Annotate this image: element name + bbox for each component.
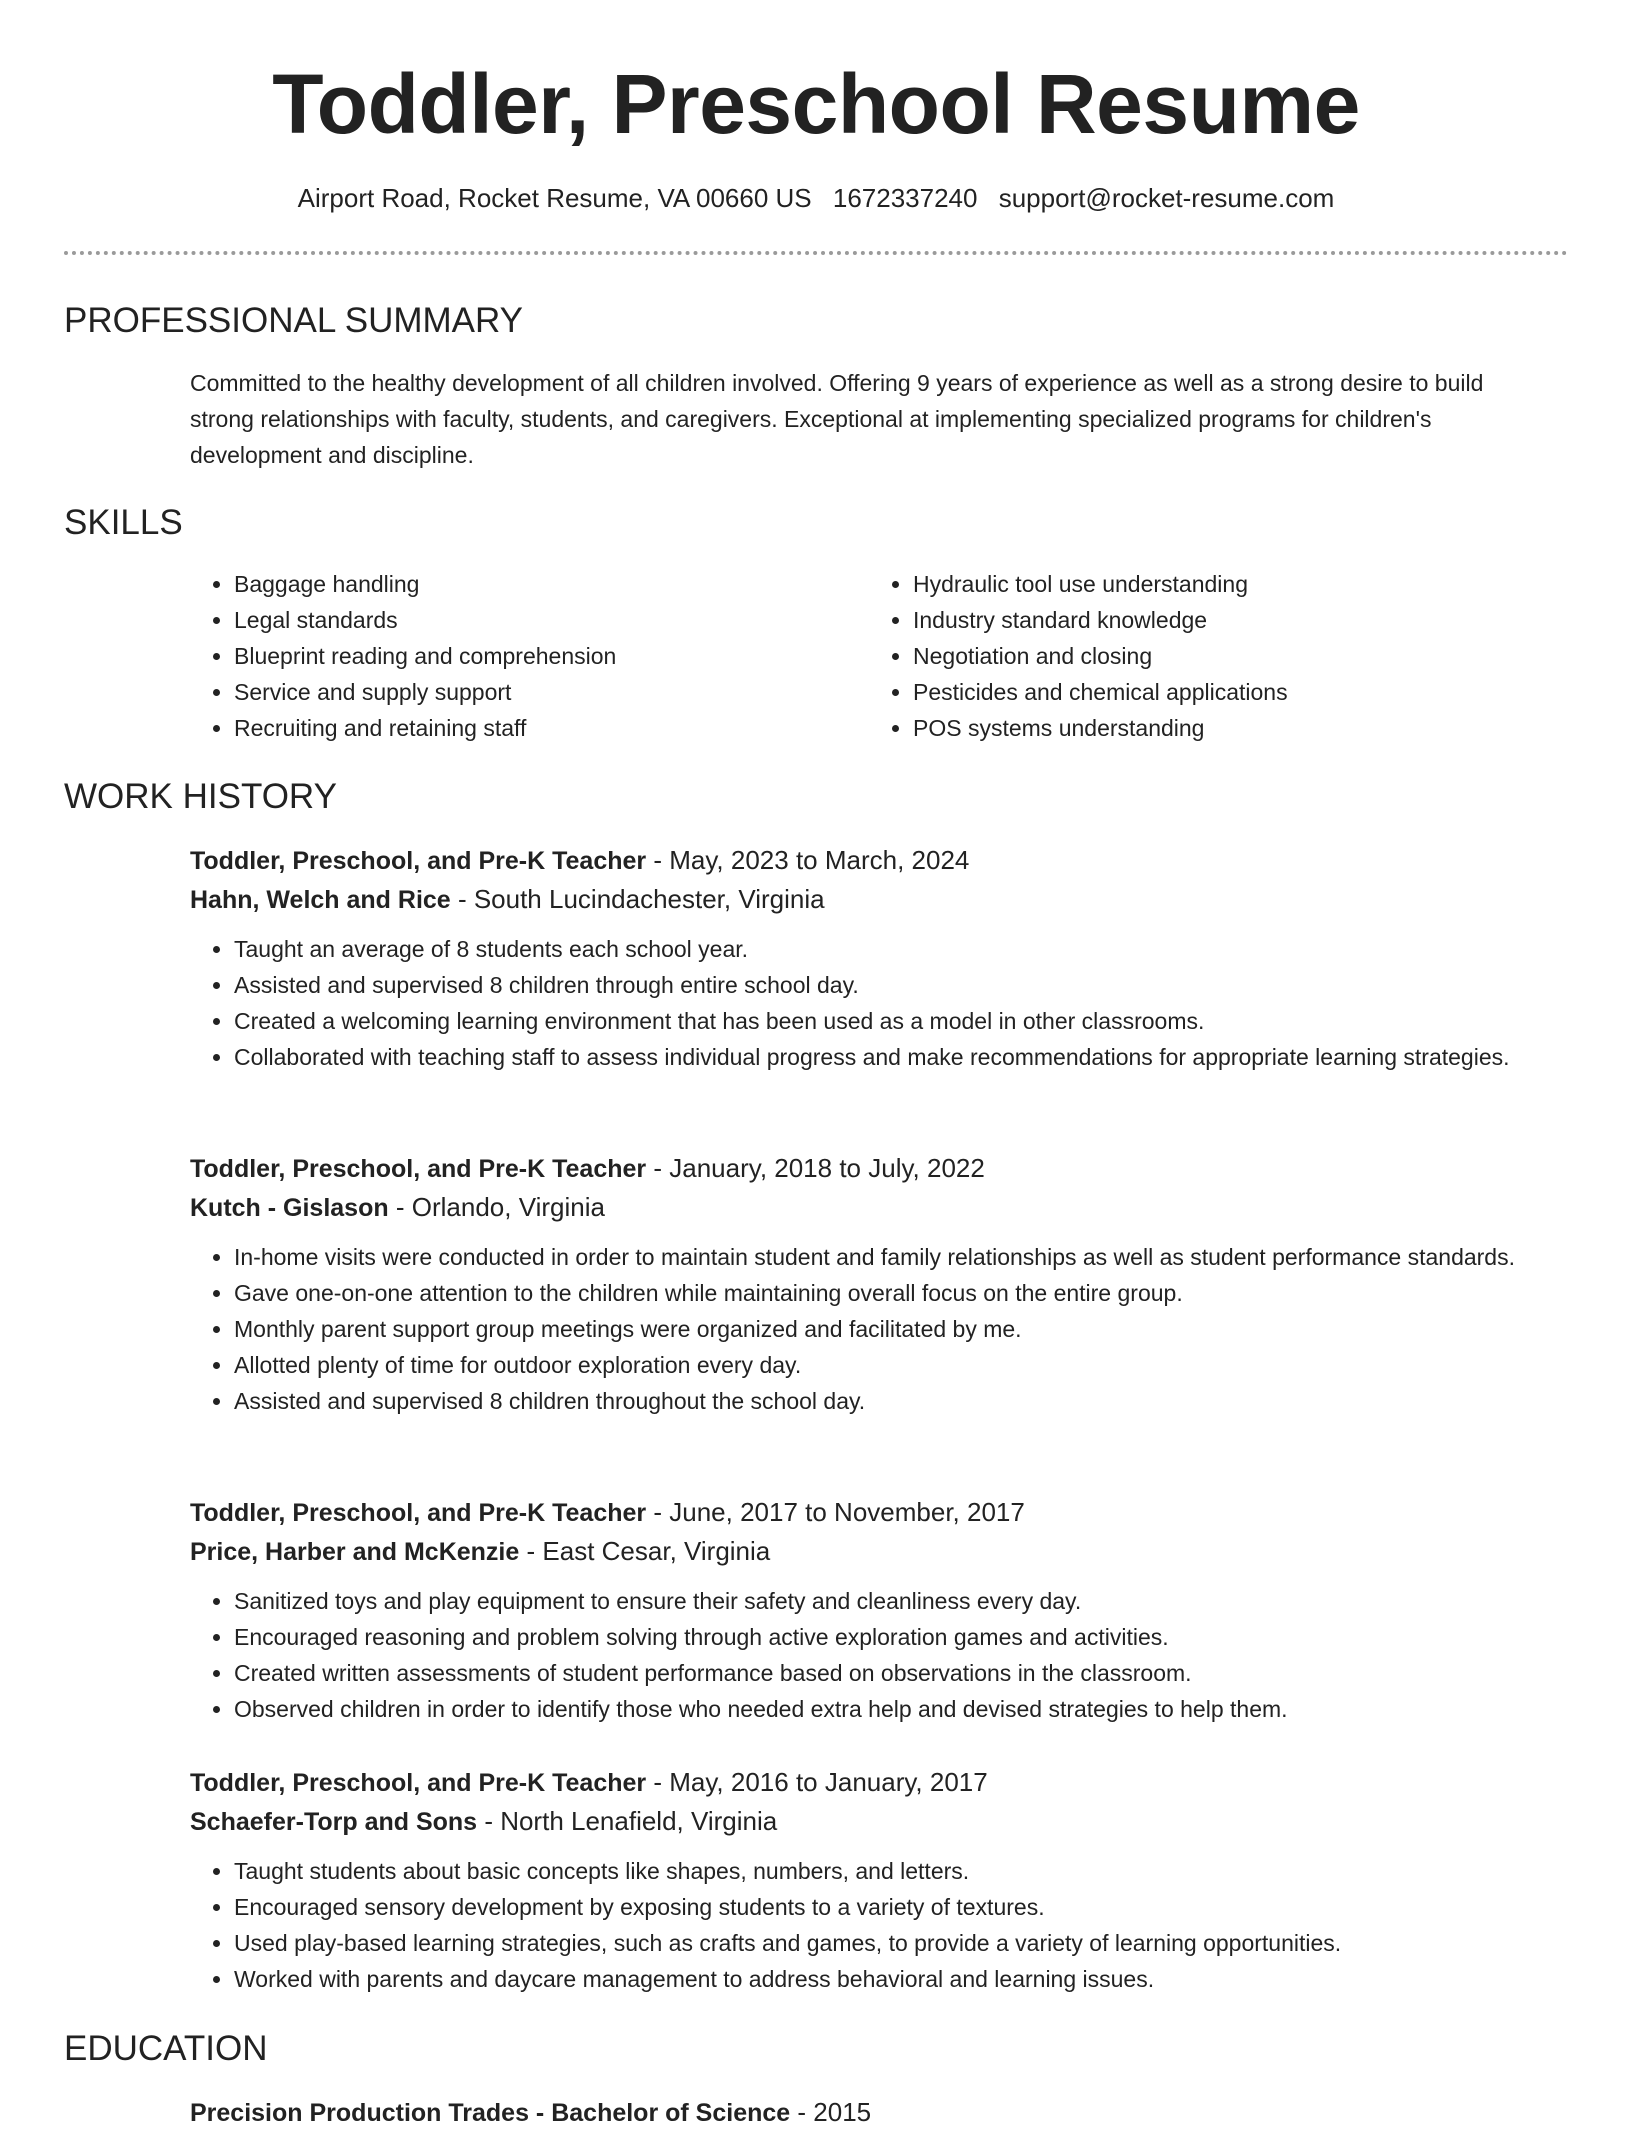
company-name: Kutch - Gislason [190, 1194, 389, 1222]
job-bullet: • Gave one-on-one attention to the children while maintaining overall focus on the entire group. [234, 1275, 1550, 1311]
job-dates: - May, 2016 to January, 2017 [646, 1767, 988, 1797]
job-bullet: • Collaborated with teaching staff to assess individual progress and make recommendations for appropriate learning strategies. [234, 1039, 1550, 1075]
skill-item: • Hydraulic tool use understanding [913, 566, 1549, 602]
job-location: - Orlando, Virginia [388, 1192, 605, 1222]
job-bullet: • Monthly parent support group meetings were organized and facilitated by me. [234, 1311, 1550, 1347]
skills-column-left [190, 566, 830, 746]
contact-phone: 1672337240 [832, 183, 978, 213]
job-bullet: • Encouraged reasoning and problem solving through active exploration games and activities. [234, 1619, 1550, 1655]
skill-item: • Blueprint reading and comprehension [234, 638, 830, 674]
company-name: Price, Harber and McKenzie [190, 1538, 520, 1566]
job-dates: - May, 2023 to March, 2024 [646, 845, 970, 875]
job-bullet: • Used play-based learning strategies, such as crafts and games, to provide a variety of learning opportunities. [234, 1925, 1550, 1961]
section-title-education: EDUCATION [64, 2029, 268, 2068]
job-bullet: • In-home visits were conducted in order to maintain student and family relationships as well as student performance standards. [234, 1239, 1550, 1275]
skill-item: • Baggage handling [234, 566, 830, 602]
section-title-summary: PROFESSIONAL SUMMARY [64, 301, 523, 340]
job-bullet: • Created written assessments of student performance based on observations in the classroom. [234, 1655, 1550, 1691]
job-bullet: • Encouraged sensory development by exposing students to a variety of textures. [234, 1889, 1550, 1925]
skill-item: • Service and supply support [234, 674, 830, 710]
skills-column-right [869, 566, 1549, 746]
job-title: Toddler, Preschool, and Pre-K Teacher [190, 1155, 647, 1183]
skill-item: • Industry standard knowledge [913, 602, 1549, 638]
job-bullet: • Assisted and supervised 8 children throughout the school day. [234, 1383, 1550, 1419]
contact-email: support@rocket-resume.com [998, 183, 1335, 213]
section-title-skills: SKILLS [64, 503, 183, 542]
skill-item: • POS systems understanding [913, 710, 1549, 746]
summary-text: Committed to the healthy development of all children involved. Offering 9 years of experience as well as a strong desire to build strong relationships with faculty, students, and caregivers. Exceptional at implementing specialized programs for children's development and discipline. [190, 370, 1484, 468]
job-bullet: • Allotted plenty of time for outdoor exploration every day. [234, 1347, 1550, 1383]
work-entry [190, 841, 1550, 1075]
education-year: - 2015 [790, 2097, 872, 2127]
job-bullet: • Taught students about basic concepts like shapes, numbers, and letters. [234, 1853, 1550, 1889]
job-bullet: • Observed children in order to identify those who needed extra help and devised strategies to help them. [234, 1691, 1550, 1727]
work-entry [190, 1493, 1550, 1727]
contact-address: Airport Road, Rocket Resume, VA 00660 US [297, 183, 812, 213]
job-title: Toddler, Preschool, and Pre-K Teacher [190, 847, 647, 875]
skill-item: • Recruiting and retaining staff [234, 710, 830, 746]
job-bullet: • Worked with parents and daycare management to address behavioral and learning issues. [234, 1961, 1550, 1997]
company-name: Hahn, Welch and Rice [190, 886, 451, 914]
job-bullet: • Taught an average of 8 students each school year. [234, 931, 1550, 967]
resume-title: Toddler, Preschool Resume [272, 57, 1360, 151]
job-dates: - January, 2018 to July, 2022 [646, 1153, 985, 1183]
job-location: - North Lenafield, Virginia [477, 1806, 778, 1836]
job-title: Toddler, Preschool, and Pre-K Teacher [190, 1769, 647, 1797]
job-location: - South Lucindachester, Virginia [450, 884, 825, 914]
job-bullet: • Created a welcoming learning environment that has been used as a model in other classrooms. [234, 1003, 1550, 1039]
job-location: - East Cesar, Virginia [519, 1536, 771, 1566]
company-name: Schaefer-Torp and Sons [190, 1808, 478, 1836]
job-title: Toddler, Preschool, and Pre-K Teacher [190, 1499, 647, 1527]
skill-item: • Negotiation and closing [913, 638, 1549, 674]
contact-info [0, 180, 1632, 216]
job-dates: - June, 2017 to November, 2017 [646, 1497, 1025, 1527]
skill-item: • Legal standards [234, 602, 830, 638]
skill-item: • Pesticides and chemical applications [913, 674, 1549, 710]
work-entry [190, 1149, 1550, 1419]
section-title-work-history: WORK HISTORY [64, 777, 337, 816]
education-degree: - Bachelor of Science [528, 2099, 791, 2127]
job-bullet: • Assisted and supervised 8 children through entire school day. [234, 967, 1550, 1003]
work-entry [190, 1763, 1550, 1997]
education-entry [190, 2093, 871, 2132]
header-divider [64, 251, 1568, 255]
education-school: Precision Production Trades [190, 2099, 529, 2127]
job-bullet: • Sanitized toys and play equipment to ensure their safety and cleanliness every day. [234, 1583, 1550, 1619]
